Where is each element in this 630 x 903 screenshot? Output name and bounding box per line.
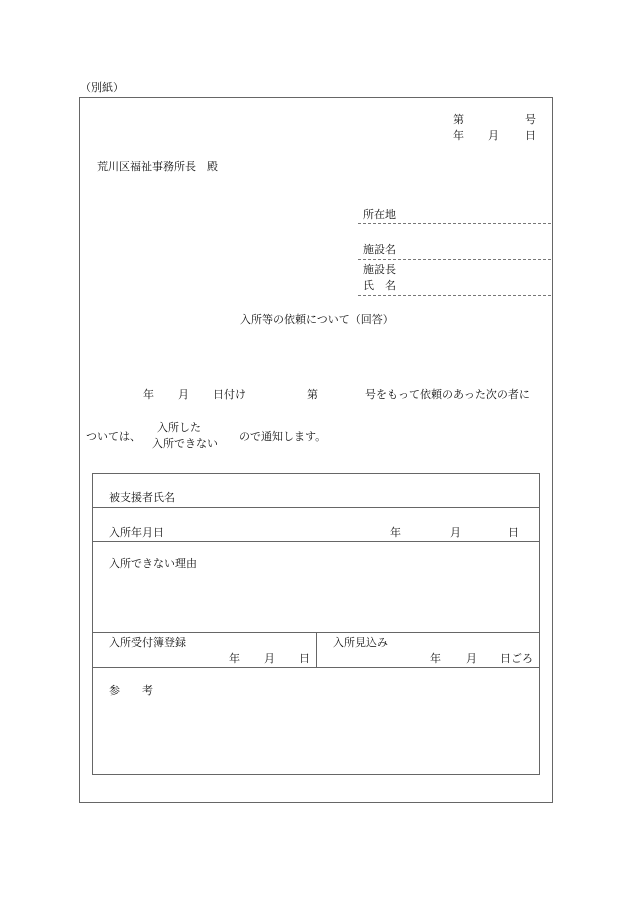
facility-name-label: 施設名 bbox=[363, 243, 396, 256]
name-underline bbox=[358, 295, 551, 296]
remarks-label: 参 考 bbox=[109, 684, 153, 697]
expected-label: 入所見込み bbox=[333, 636, 388, 649]
body-year: 年 bbox=[143, 388, 154, 401]
table-column-divider bbox=[316, 632, 317, 667]
document-title: 入所等の依頼について（回答） bbox=[240, 313, 394, 326]
name-label: 氏 名 bbox=[363, 279, 396, 292]
option-admitted: 入所した bbox=[157, 421, 201, 434]
table-divider bbox=[92, 541, 540, 542]
date-month-label: 月 bbox=[488, 129, 499, 142]
addressee: 荒川区福祉事務所長 殿 bbox=[97, 160, 218, 173]
register-year: 年 bbox=[229, 652, 240, 665]
expected-year: 年 bbox=[430, 652, 441, 665]
location-label: 所在地 bbox=[363, 208, 396, 221]
date-year-label: 年 bbox=[453, 129, 464, 142]
table-divider bbox=[92, 667, 540, 668]
body-day-dated: 日付け bbox=[213, 388, 246, 401]
facility-name-underline bbox=[358, 259, 551, 260]
body-line2-suffix: ので通知します。 bbox=[239, 430, 327, 443]
table-divider bbox=[92, 507, 540, 508]
admission-year: 年 bbox=[390, 526, 401, 539]
body-line1-rest: 号をもって依頼のあった次の者に bbox=[365, 388, 530, 401]
date-day-label: 日 bbox=[525, 129, 536, 142]
number-suffix: 号 bbox=[525, 113, 536, 126]
facility-head-label: 施設長 bbox=[363, 263, 396, 276]
number-prefix: 第 bbox=[453, 113, 464, 126]
register-month: 月 bbox=[264, 652, 275, 665]
register-label: 入所受付簿登録 bbox=[109, 636, 186, 649]
info-table bbox=[92, 473, 540, 775]
admission-month: 月 bbox=[450, 526, 461, 539]
expected-month: 月 bbox=[466, 652, 477, 665]
expected-day: 日ごろ bbox=[500, 652, 533, 665]
admission-date-label: 入所年月日 bbox=[109, 526, 164, 539]
body-number-prefix: 第 bbox=[307, 388, 318, 401]
location-underline bbox=[358, 223, 551, 224]
body-month: 月 bbox=[178, 388, 189, 401]
reason-label: 入所できない理由 bbox=[109, 557, 197, 570]
body-line2-prefix: ついては、 bbox=[86, 430, 141, 443]
register-day: 日 bbox=[299, 652, 310, 665]
admission-day: 日 bbox=[508, 526, 519, 539]
name-field-label: 被支援者氏名 bbox=[109, 491, 175, 504]
option-not-admitted: 入所できない bbox=[152, 437, 218, 450]
attachment-label: （別紙） bbox=[80, 81, 124, 94]
